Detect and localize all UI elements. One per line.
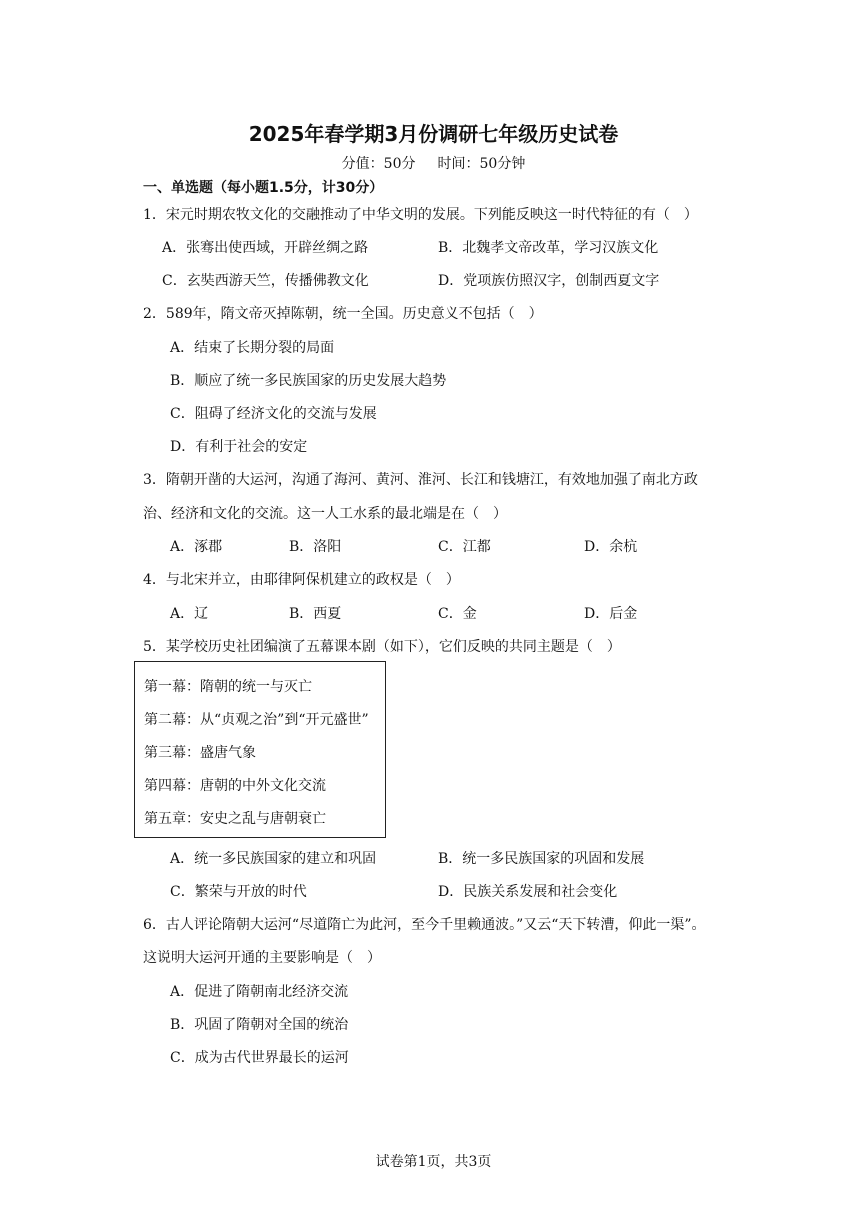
page-footer: 试卷第1页，共3页: [375, 1154, 492, 1170]
question-3-stem-line-2: 治、经济和文化的交流。这一人工水系的最北端是在（ ）: [143, 506, 507, 522]
act-1: 第一幕：隋朝的统一与灭亡: [144, 679, 312, 695]
question-6-stem-line-1: 6．古人评论隋朝大运河“尽道隋亡为此河，至今千里赖通波。”又云“天下转漕，仰此一渠”。: [143, 917, 706, 933]
play-acts-box: [134, 661, 386, 838]
question-4-option-a: A．辽: [170, 606, 209, 622]
question-4-option-b: B．西夏: [289, 606, 342, 622]
question-5-option-c: C．繁荣与开放的时代: [170, 884, 307, 900]
act-3: 第三幕：盛唐气象: [144, 745, 256, 761]
question-4-stem: 4．与北宋并立，由耶律阿保机建立的政权是（ ）: [143, 572, 460, 588]
question-1-stem: 1．宋元时期农牧文化的交融推动了中华文明的发展。下列能反映这一时代特征的有（ ）: [143, 207, 698, 223]
question-2-stem: 2．589年，隋文帝灭掉陈朝，统一全国。历史意义不包括（ ）: [143, 306, 543, 322]
exam-title: 2025年春学期3月份调研七年级历史试卷: [248, 122, 619, 146]
question-2-option-b: B．顺应了统一多民族国家的历史发展大趋势: [170, 373, 447, 389]
question-6-option-c: C．成为古代世界最长的运河: [170, 1050, 349, 1066]
question-4-option-c: C．金: [438, 606, 477, 622]
section-heading: 一、单选题（每小题1.5分，计30分）: [143, 180, 384, 196]
question-3-option-c: C．江都: [438, 539, 491, 555]
question-2-option-a: A．结束了长期分裂的局面: [170, 340, 335, 356]
question-1-option-b: B．北魏孝文帝改革，学习汉族文化: [438, 240, 659, 256]
act-4: 第四幕：唐朝的中外文化交流: [144, 778, 326, 794]
time-info: 时间：50分钟: [437, 156, 526, 172]
question-5-option-a: A．统一多民族国家的建立和巩固: [170, 851, 377, 867]
question-1-option-a: A．张骞出使西域，开辟丝绸之路: [162, 240, 369, 256]
question-5-option-d: D．民族关系发展和社会变化: [438, 884, 618, 900]
question-3-option-b: B．洛阳: [289, 539, 342, 555]
question-6-option-b: B．巩固了隋朝对全国的统治: [170, 1017, 349, 1033]
score-info: 分值：50分: [341, 156, 416, 172]
act-2: 第二幕：从“贞观之治”到“开元盛世”: [144, 712, 369, 728]
question-3-stem-line-1: 3．隋朝开凿的大运河，沟通了海河、黄河、淮河、长江和钱塘江，有效地加强了南北方政: [143, 472, 698, 488]
act-5: 第五章：安史之乱与唐朝衰亡: [144, 811, 326, 827]
question-2-option-c: C．阻碍了经济文化的交流与发展: [170, 406, 377, 422]
question-1-option-d: D．党项族仿照汉字，创制西夏文字: [438, 273, 660, 289]
question-1-option-c: C．玄奘西游天竺，传播佛教文化: [162, 273, 369, 289]
question-4-option-d: D．后金: [584, 606, 638, 622]
question-6-stem-line-2: 这说明大运河开通的主要影响是（ ）: [143, 950, 381, 966]
question-3-option-d: D．余杭: [584, 539, 638, 555]
question-5-option-b: B．统一多民族国家的巩固和发展: [438, 851, 645, 867]
exam-meta: [0, 153, 867, 173]
question-5-stem: 5．某学校历史社团编演了五幕课本剧（如下），它们反映的共同主题是（ ）: [143, 639, 621, 655]
question-6-option-a: A．促进了隋朝南北经济交流: [170, 984, 349, 1000]
question-3-option-a: A．涿郡: [170, 539, 223, 555]
question-2-option-d: D．有利于社会的安定: [170, 439, 308, 455]
